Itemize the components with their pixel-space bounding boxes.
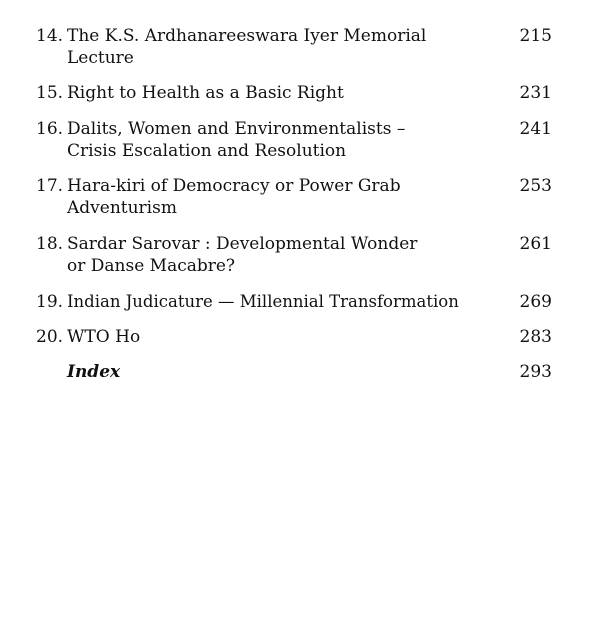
chapter-title: The K.S. Ardhanareeswara Iyer Memorial Lecture	[67, 26, 427, 68]
page-number: 283	[519, 327, 552, 347]
chapter-title: Sardar Sarovar : Developmental Wonder or Danse Macabre?	[67, 234, 418, 276]
index-title: Index	[67, 362, 121, 382]
page-number: 269	[519, 292, 552, 312]
chapter-number: 16.	[36, 119, 64, 139]
page-number: 241	[519, 119, 552, 139]
chapter-number: 15.	[36, 83, 64, 103]
page-number: 253	[519, 176, 552, 196]
page-number: 215	[519, 26, 552, 46]
chapter-title: Dalits, Women and Environmentalists – Crisis Escalation and Resolution	[67, 119, 406, 161]
page-number: 261	[519, 234, 552, 254]
chapter-title: WTO Ho	[67, 327, 141, 347]
chapter-title: Indian Judicature — Millennial Transformation	[67, 292, 459, 311]
chapter-number: 20.	[36, 327, 64, 347]
chapter-number: 19.	[36, 292, 64, 312]
chapter-number: 17.	[36, 176, 64, 196]
chapter-number: 14.	[36, 26, 64, 46]
page-number: 293	[519, 362, 552, 382]
page-number: 231	[519, 83, 552, 103]
chapter-title: Hara-kiri of Democracy or Power Grab Adventurism	[67, 176, 401, 218]
chapter-number: 18.	[36, 234, 64, 254]
chapter-title: Right to Health as a Basic Right	[67, 83, 344, 103]
